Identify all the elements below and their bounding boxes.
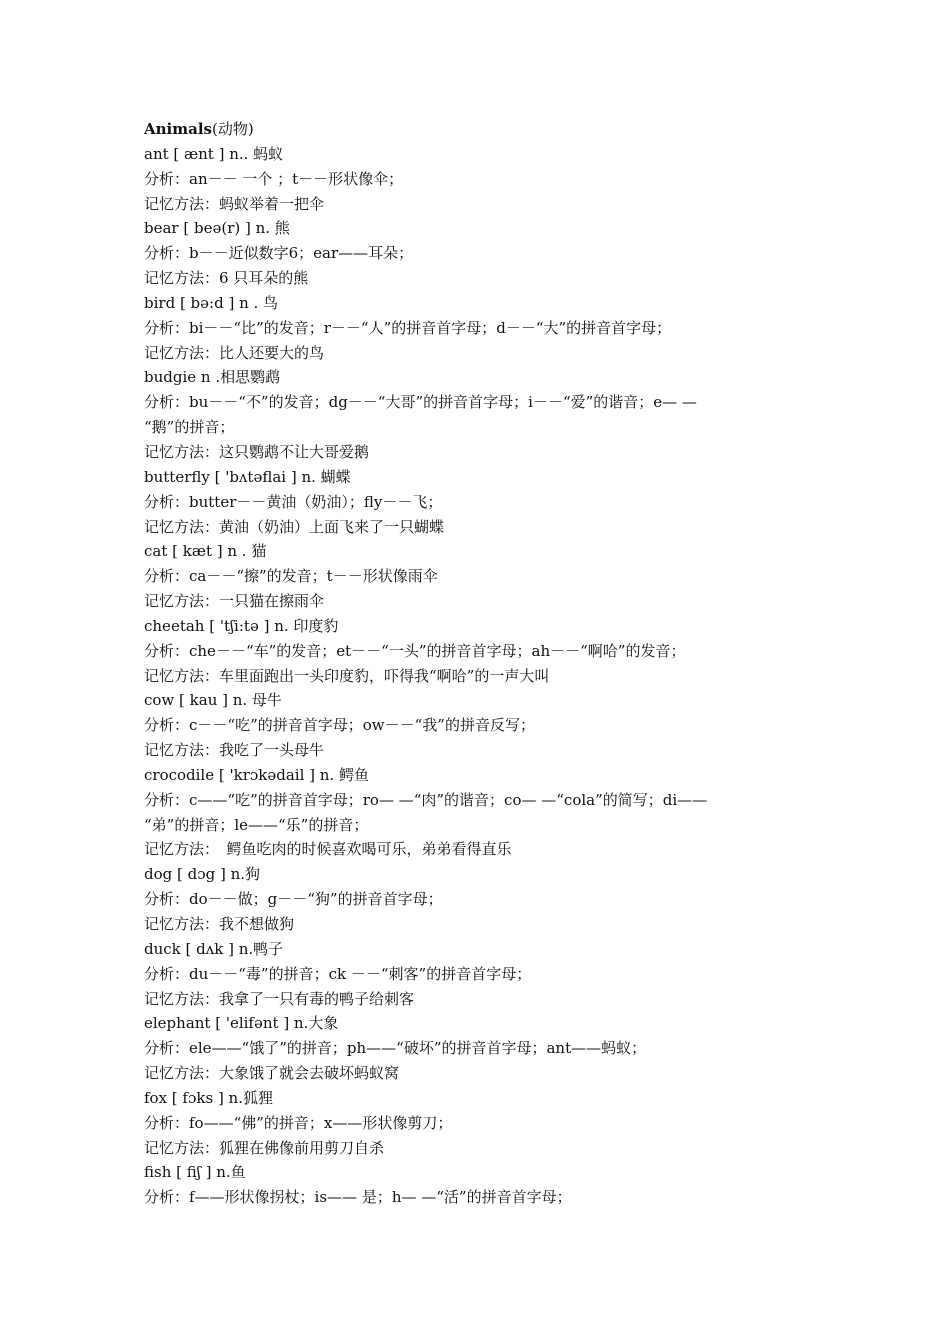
analysis-line-continued: “鹅”的拼音；	[144, 418, 235, 437]
memory-line: 记忆方法：狐狸在佛像前用剪刀自杀	[144, 1138, 385, 1157]
analysis-line: 分析：do－－做；g－－“狗”的拼音首字母；	[144, 890, 443, 909]
word-entry-bear: bear [ beə(r) ] n. 熊	[144, 219, 290, 238]
word-entry-fox: fox [ fɔks ] n.狐狸	[144, 1088, 273, 1107]
word-entry-cheetah: cheetah [ 'tʃi:tə ] n. 印度豹	[144, 616, 339, 635]
analysis-line: 分析：bu－－“不”的发音；dg－－“大哥”的拼音首字母；i－－“爱”的谐音；e— —	[144, 393, 697, 412]
analysis-line: 分析：che－－“车”的发音；et－－“一头”的拼音首字母；ah－－“啊哈”的发音；	[144, 641, 686, 660]
analysis-line: 分析：du－－“毒”的拼音；ck －－“刺客”的拼音首字母；	[144, 964, 532, 983]
analysis-line: 分析：butter－－黄油（奶油）；fly－－飞；	[144, 492, 443, 511]
memory-line: 记忆方法：蚂蚁举着一把伞	[144, 194, 325, 213]
memory-line: 记忆方法：我吃了一头母牛	[144, 741, 325, 760]
memory-line: 记忆方法：大象饿了就会去破坏蚂蚁窝	[144, 1064, 400, 1083]
word-entry-budgie: budgie n .相思鹦鹉	[144, 368, 281, 387]
word-entry-cat: cat [ kæt ] n . 猫	[144, 542, 267, 561]
analysis-line: 分析：f——形状像拐杖；is—— 是；h— —“活”的拼音首字母；	[144, 1188, 572, 1207]
memory-line: 记忆方法：比人还要大的鸟	[144, 343, 325, 362]
memory-line: 记忆方法：6 只耳朵的熊	[144, 269, 309, 288]
memory-line: 记忆方法：一只猫在擦雨伞	[144, 592, 325, 611]
word-entry-ant: ant [ ænt ] n.. 蚂蚁	[144, 144, 284, 163]
memory-line: 记忆方法：我拿了一只有毒的鸭子给刺客	[144, 989, 415, 1008]
analysis-line: 分析：b－－近似数字6；ear——耳朵；	[144, 244, 414, 263]
word-entry-crocodile: crocodile [ 'krɔkədail ] n. 鳄鱼	[144, 765, 369, 784]
analysis-line: 分析：an－－ 一个 ；t－－形状像伞；	[144, 169, 404, 188]
analysis-line: 分析：c－－“吃”的拼音首字母；ow－－“我”的拼音反写；	[144, 716, 535, 735]
analysis-line-continued: “弟”的拼音；le——“乐”的拼音；	[144, 815, 369, 834]
analysis-line: 分析：fo——“佛”的拼音；x——形状像剪刀；	[144, 1113, 453, 1132]
word-entry-butterfly: butterfly [ 'bʌtəflai ] n. 蝴蝶	[144, 467, 351, 486]
memory-line: 记忆方法：黄油（奶油）上面飞来了一只蝴蝶	[144, 517, 445, 536]
document-page	[144, 117, 824, 1210]
memory-line: 记忆方法： 鳄鱼吃肉的时候喜欢喝可乐，弟弟看得直乐	[144, 840, 512, 859]
word-entry-cow: cow [ kau ] n. 母牛	[144, 691, 282, 710]
memory-line: 记忆方法：车里面跑出一头印度豹，吓得我“啊哈”的一声大叫	[144, 666, 550, 685]
word-entry-dog: dog [ dɔg ] n.狗	[144, 865, 261, 884]
word-entry-bird: bird [ bə:d ] n . 鸟	[144, 293, 279, 312]
memory-line: 记忆方法：我不想做狗	[144, 915, 295, 933]
title-text: Animals	[144, 120, 212, 138]
word-entry-elephant: elephant [ 'elifənt ] n.大象	[144, 1014, 339, 1033]
word-entry-fish: fish [ fiʃ ] n.鱼	[144, 1163, 246, 1182]
title-suffix: (动物)	[211, 120, 254, 138]
word-entry-duck: duck [ dʌk ] n.鸭子	[144, 939, 284, 958]
analysis-line: 分析：ele——“饿了”的拼音；ph——“破坏”的拼音首字母；ant——蚂蚁；	[144, 1039, 647, 1058]
analysis-line: 分析：bi－－“比”的发音；r－－“人”的拼音首字母；d－－“大”的拼音首字母；	[144, 318, 672, 337]
document-title	[144, 117, 824, 142]
memory-line: 记忆方法：这只鹦鹉不让大哥爱鹅	[144, 442, 370, 461]
analysis-line: 分析：c——“吃”的拼音首字母；ro— —“肉”的谐音；co— —“cola”的简写；di——	[144, 790, 708, 809]
analysis-line: 分析：ca－－“擦”的发音；t－－形状像雨伞	[144, 567, 438, 586]
